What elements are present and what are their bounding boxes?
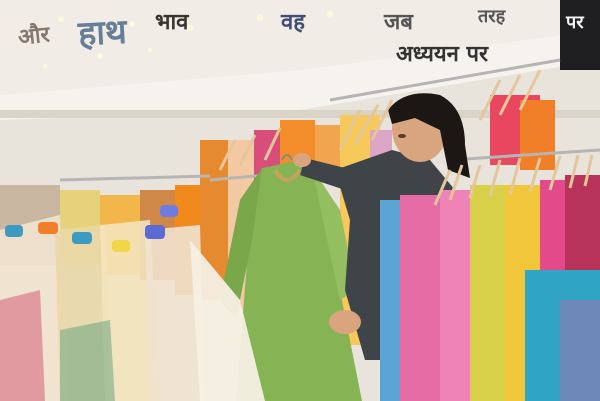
- sign-text-jab: जब: [384, 10, 413, 35]
- sign-text-tarah: तरह: [478, 6, 506, 27]
- sign-text-adhyayan-par: अध्ययन पर: [396, 42, 488, 67]
- sign-text-aur: और: [16, 22, 51, 51]
- foreground-garments-right: [380, 175, 600, 401]
- sign-text-vah: वह: [281, 10, 305, 35]
- sign-text-par: पर: [566, 12, 584, 33]
- sign-text-bhaav: भाव: [155, 10, 189, 35]
- sign-text-haath: हाथ: [77, 11, 128, 55]
